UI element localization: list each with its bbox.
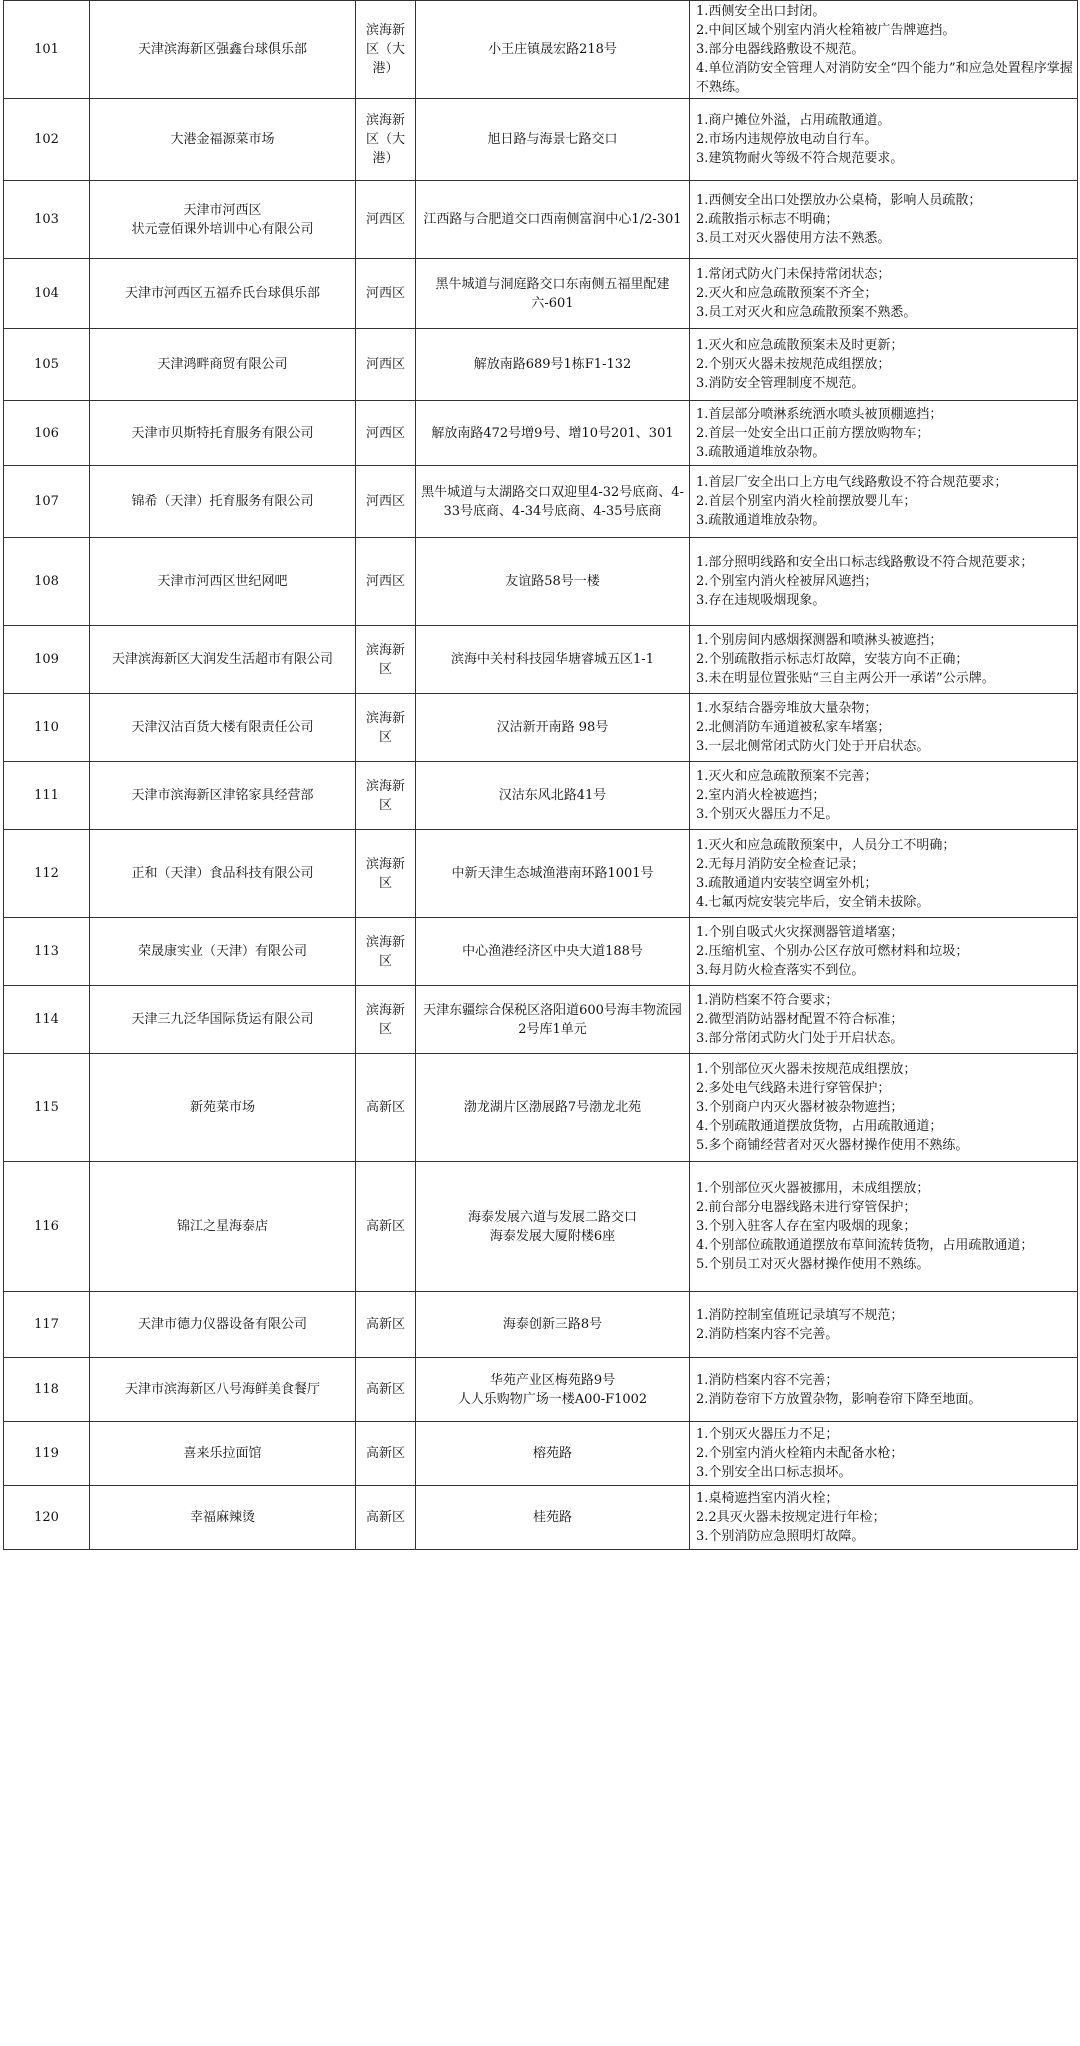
district: 河西区 (356, 259, 416, 329)
issue-item: 3.个别商户内灭火器材被杂物遮挡； (696, 1100, 904, 1115)
issue-item: 2.消防卷帘下方放置杂物，影响卷帘下降至地面。 (696, 1391, 982, 1407)
table-row (4, 259, 1078, 329)
issues-cell (690, 694, 1078, 762)
issue-item: 3.个别灭火器压力不足。 (696, 807, 839, 822)
unit-name: 天津滨海新区强鑫台球俱乐部 (90, 1, 356, 99)
issue-item: 3.一层北侧常闭式防火门处于开启状态。 (696, 739, 930, 754)
issues-cell (690, 1358, 1078, 1422)
address: 滨海中关村科技园华塘睿城五区1-1 (416, 626, 690, 694)
issues-cell (690, 626, 1078, 694)
issue-item: 2.多处电气线路未进行穿管保护； (696, 1081, 891, 1096)
district: 滨海新区 (356, 762, 416, 830)
issue-item: 1.西侧安全出口封闭。 (696, 4, 826, 19)
table-row (4, 1054, 1078, 1162)
issues-cell (690, 401, 1078, 466)
unit-name: 天津市贝斯特托育服务有限公司 (90, 401, 356, 466)
district: 高新区 (356, 1162, 416, 1292)
issue-item: 2.微型消防站器材配置不符合标准； (696, 1012, 904, 1027)
issue-item: 3.存在违规吸烟现象。 (696, 593, 826, 608)
table-row (4, 401, 1078, 466)
issues-cell (690, 830, 1078, 918)
issue-item: 2.个别室内消火栓被屏风遮挡； (696, 574, 878, 589)
unit-name: 大港金福源菜市场 (90, 99, 356, 181)
issue-item: 3.疏散通道堆放杂物。 (696, 513, 826, 528)
table-row (4, 1422, 1078, 1486)
unit-name: 天津市河西区世纪网吧 (90, 538, 356, 626)
district: 河西区 (356, 466, 416, 538)
issues-cell (690, 986, 1078, 1054)
issue-item: 1.灭火和应急疏散预案中，人员分工不明确； (696, 837, 956, 853)
issue-item: 1.个别灭火器压力不足； (696, 1427, 839, 1442)
issue-item: 4.单位消防安全管理人对消防安全“四个能力”和应急处置程序掌握不熟练。 (696, 61, 1073, 95)
row-number: 115 (4, 1054, 90, 1162)
row-number: 112 (4, 830, 90, 918)
row-number: 104 (4, 259, 90, 329)
issue-item: 3.个别消防应急照明灯故障。 (696, 1529, 865, 1544)
issue-item: 2.个别室内消火栓箱内未配备水枪； (696, 1446, 904, 1461)
issues-cell (690, 1, 1078, 99)
address: 黑牛城道与洞庭路交口东南侧五福里配建六-601 (416, 259, 690, 329)
district: 河西区 (356, 401, 416, 466)
district: 滨海新区 (356, 918, 416, 986)
table-row (4, 626, 1078, 694)
address: 海泰发展六道与发展二路交口 海泰发展大厦附楼6座 (416, 1162, 690, 1292)
district: 高新区 (356, 1358, 416, 1422)
issue-item: 3.个别安全出口标志损坏。 (696, 1465, 852, 1480)
issues-cell (690, 259, 1078, 329)
unit-name: 天津市河西区 状元壹佰课外培训中心有限公司 (90, 181, 356, 259)
issues-cell (690, 99, 1078, 181)
issues-cell (690, 1486, 1078, 1550)
address: 天津东疆综合保税区洛阳道600号海丰物流园2号库1单元 (416, 986, 690, 1054)
address: 旭日路与海景七路交口 (416, 99, 690, 181)
inspection-table (3, 0, 1078, 1550)
issues-cell (690, 329, 1078, 401)
table-row (4, 1, 1078, 99)
district: 高新区 (356, 1422, 416, 1486)
row-number: 107 (4, 466, 90, 538)
unit-name: 天津市滨海新区八号海鲜美食餐厅 (90, 1358, 356, 1422)
issue-item: 4.七氟丙烷安装完毕后，安全销未拔除。 (696, 894, 930, 910)
issue-item: 1.首层厂安全出口上方电气线路敷设不符合规范要求； (696, 475, 1008, 490)
district: 河西区 (356, 329, 416, 401)
unit-name: 新苑菜市场 (90, 1054, 356, 1162)
row-number: 106 (4, 401, 90, 466)
table-row (4, 762, 1078, 830)
address: 中心渔港经济区中央大道188号 (416, 918, 690, 986)
table-row (4, 538, 1078, 626)
district: 滨海新区（大港） (356, 99, 416, 181)
address: 海泰创新三路8号 (416, 1292, 690, 1358)
table-body (4, 1, 1078, 1550)
issue-item: 4.个别部位疏散通道摆放布草间流转货物，占用疏散通道； (696, 1238, 1034, 1253)
issue-item: 3.每月防火检查落实不到位。 (696, 963, 865, 978)
issue-item: 1.个别部位灭火器被挪用，未成组摆放； (696, 1181, 930, 1196)
unit-name: 天津鸿畔商贸有限公司 (90, 329, 356, 401)
issue-item: 1.消防档案内容不完善； (696, 1372, 839, 1388)
issue-item: 1.西侧安全出口处摆放办公桌椅，影响人员疏散； (696, 193, 982, 208)
issue-item: 2.疏散指示标志不明确； (696, 212, 839, 227)
issues-cell (690, 1162, 1078, 1292)
unit-name: 天津汉沽百货大楼有限责任公司 (90, 694, 356, 762)
issue-item: 1.个别部位灭火器未按规范成组摆放； (696, 1062, 917, 1077)
row-number: 103 (4, 181, 90, 259)
issue-item: 1.部分照明线路和安全出口标志线路敷设不符合规范要求； (696, 555, 1034, 570)
district: 河西区 (356, 181, 416, 259)
issue-item: 2.无每月消防安全检查记录； (696, 856, 865, 872)
table-row (4, 329, 1078, 401)
address: 解放南路689号1栋F1-132 (416, 329, 690, 401)
row-number: 109 (4, 626, 90, 694)
address: 江西路与合肥道交口西南侧富润中心1/2-301 (416, 181, 690, 259)
issues-cell (690, 762, 1078, 830)
district: 高新区 (356, 1292, 416, 1358)
issue-item: 4.个别疏散通道摆放货物，占用疏散通道； (696, 1119, 943, 1134)
unit-name: 锦希（天津）托育服务有限公司 (90, 466, 356, 538)
issue-item: 3.个别入驻客人存在室内吸烟的现象； (696, 1219, 917, 1234)
address: 汉沽东风北路41号 (416, 762, 690, 830)
unit-name: 荣晟康实业（天津）有限公司 (90, 918, 356, 986)
issues-cell (690, 1054, 1078, 1162)
issue-item: 2.北侧消防车通道被私家车堵塞； (696, 720, 891, 735)
issue-item: 1.个别房间内感烟探测器和喷淋头被遮挡； (696, 633, 943, 648)
unit-name: 正和（天津）食品科技有限公司 (90, 830, 356, 918)
address: 中新天津生态城渔港南环路1001号 (416, 830, 690, 918)
issue-item: 2.首层个别室内消火栓前摆放婴儿车； (696, 494, 917, 509)
row-number: 110 (4, 694, 90, 762)
row-number: 116 (4, 1162, 90, 1292)
issues-cell (690, 918, 1078, 986)
district: 滨海新区 (356, 694, 416, 762)
issue-item: 2.消防档案内容不完善。 (696, 1326, 839, 1342)
address: 黑牛城道与太湖路交口双迎里4-32号底商、4-33号底商、4-34号底商、4-35号底商 (416, 466, 690, 538)
row-number: 111 (4, 762, 90, 830)
unit-name: 锦江之星海泰店 (90, 1162, 356, 1292)
issue-item: 1.常闭式防火门未保持常闭状态； (696, 267, 891, 282)
issue-item: 3.疏散通道内安装空调室外机； (696, 875, 878, 891)
issue-item: 1.商户摊位外溢，占用疏散通道。 (696, 113, 891, 128)
issue-item: 1.个别自吸式火灾探测器管道堵塞； (696, 925, 904, 940)
issue-item: 1.灭火和应急疏散预案未及时更新； (696, 338, 904, 353)
unit-name: 天津市河西区五福乔氏台球俱乐部 (90, 259, 356, 329)
row-number: 117 (4, 1292, 90, 1358)
row-number: 102 (4, 99, 90, 181)
issues-cell (690, 538, 1078, 626)
district: 高新区 (356, 1486, 416, 1550)
table-row (4, 830, 1078, 918)
district: 滨海新区 (356, 986, 416, 1054)
issue-item: 2.个别灭火器未按规范成组摆放； (696, 357, 891, 372)
table-row (4, 466, 1078, 538)
issue-item: 3.部分电器线路敷设不规范。 (696, 42, 865, 57)
issue-item: 2.2具灭火器未按规定进行年检； (696, 1510, 886, 1525)
district: 滨海新区 (356, 830, 416, 918)
district: 滨海新区（大港） (356, 1, 416, 99)
address: 汉沽新开南路 98号 (416, 694, 690, 762)
issue-item: 1.灭火和应急疏散预案不完善； (696, 769, 878, 784)
issues-cell (690, 466, 1078, 538)
row-number: 101 (4, 1, 90, 99)
issue-item: 3.建筑物耐火等级不符合规范要求。 (696, 151, 904, 166)
table-row (4, 1358, 1078, 1422)
unit-name: 天津三九泛华国际货运有限公司 (90, 986, 356, 1054)
issue-item: 2.压缩机室、个别办公区存放可燃材料和垃圾； (696, 944, 969, 959)
address: 榕苑路 (416, 1422, 690, 1486)
district: 高新区 (356, 1054, 416, 1162)
unit-name: 幸福麻辣烫 (90, 1486, 356, 1550)
table-row (4, 1292, 1078, 1358)
issue-item: 3.消防安全管理制度不规范。 (696, 376, 865, 391)
issue-item: 2.中间区域个别室内消火栓箱被广告牌遮挡。 (696, 23, 956, 38)
issue-item: 1.消防控制室值班记录填写不规范； (696, 1307, 904, 1323)
issue-item: 2.市场内违规停放电动自行车。 (696, 132, 878, 147)
issues-cell (690, 1292, 1078, 1358)
issue-item: 3.员工对灭火和应急疏散预案不熟悉。 (696, 305, 917, 320)
district: 滨海新区 (356, 626, 416, 694)
address: 友谊路58号一楼 (416, 538, 690, 626)
issues-cell (690, 181, 1078, 259)
issue-item: 1.桌椅遮挡室内消火栓； (696, 1491, 839, 1506)
address: 渤龙湖片区渤展路7号渤龙北苑 (416, 1054, 690, 1162)
unit-name: 喜来乐拉面馆 (90, 1422, 356, 1486)
row-number: 118 (4, 1358, 90, 1422)
issue-item: 1.消防档案不符合要求； (696, 993, 839, 1008)
address: 华苑产业区梅苑路9号 人人乐购物广场一楼A00-F1002 (416, 1358, 690, 1422)
row-number: 114 (4, 986, 90, 1054)
issues-cell (690, 1422, 1078, 1486)
table-row (4, 1486, 1078, 1550)
issue-item: 3.未在明显位置张贴“三自主两公开一承诺”公示牌。 (696, 671, 995, 686)
address: 解放南路472号增9号、增10号201、301 (416, 401, 690, 466)
address: 桂苑路 (416, 1486, 690, 1550)
row-number: 113 (4, 918, 90, 986)
row-number: 119 (4, 1422, 90, 1486)
table-row (4, 694, 1078, 762)
issue-item: 2.个别疏散指示标志灯故障，安装方向不正确； (696, 652, 969, 667)
unit-name: 天津滨海新区大润发生活超市有限公司 (90, 626, 356, 694)
issue-item: 1.水泵结合器旁堆放大量杂物； (696, 701, 878, 716)
issue-item: 3.员工对灭火器使用方法不熟悉。 (696, 231, 891, 246)
issue-item: 5.多个商铺经营者对灭火器材操作使用不熟练。 (696, 1138, 969, 1153)
issue-item: 1.首层部分喷淋系统洒水喷头被顶棚遮挡； (696, 406, 943, 422)
table-row (4, 99, 1078, 181)
row-number: 120 (4, 1486, 90, 1550)
table-row (4, 181, 1078, 259)
unit-name: 天津市德力仪器设备有限公司 (90, 1292, 356, 1358)
issue-item: 2.前台部分电器线路未进行穿管保护； (696, 1200, 917, 1215)
issue-item: 2.首层一处安全出口正前方摆放购物车； (696, 425, 930, 441)
table-row (4, 1162, 1078, 1292)
row-number: 105 (4, 329, 90, 401)
address: 小王庄镇晟宏路218号 (416, 1, 690, 99)
district: 河西区 (356, 538, 416, 626)
issue-item: 3.疏散通道堆放杂物。 (696, 444, 826, 460)
issue-item: 3.部分常闭式防火门处于开启状态。 (696, 1031, 904, 1046)
table-row (4, 986, 1078, 1054)
unit-name: 天津市滨海新区津铭家具经营部 (90, 762, 356, 830)
row-number: 108 (4, 538, 90, 626)
issue-item: 2.灭火和应急疏散预案不齐全； (696, 286, 878, 301)
table-row (4, 918, 1078, 986)
issue-item: 2.室内消火栓被遮挡； (696, 788, 826, 803)
issue-item: 5.个别员工对灭火器材操作使用不熟练。 (696, 1257, 930, 1272)
